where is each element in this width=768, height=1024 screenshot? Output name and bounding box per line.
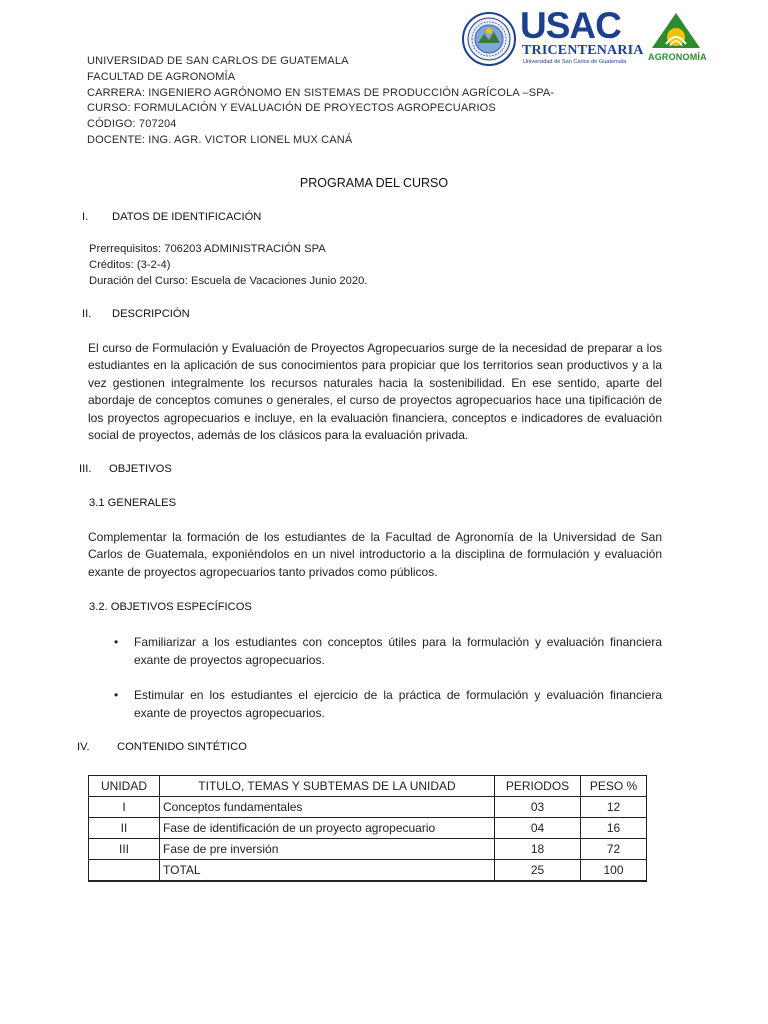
table-cell: 100 bbox=[581, 860, 647, 882]
table-cell: Conceptos fundamentales bbox=[160, 797, 495, 818]
page-title: PROGRAMA DEL CURSO bbox=[299, 176, 449, 190]
specific-objectives-heading: 3.2. OBJETIVOS ESPECÍFICOS bbox=[89, 601, 252, 613]
identification-details bbox=[89, 241, 367, 289]
agronomia-logo bbox=[648, 10, 707, 66]
table-row-total bbox=[89, 860, 647, 882]
table-cell: 04 bbox=[495, 818, 581, 839]
section-label: DESCRIPCIÓN bbox=[112, 308, 190, 320]
header-university: UNIVERSIDAD DE SAN CARLOS DE GUATEMALA bbox=[87, 55, 349, 67]
header-career: CARRERA: INGENIERO AGRÓNOMO EN SISTEMAS DE PRODUCCIÓN AGRÍCOLA –SPA- bbox=[87, 86, 555, 99]
table-cell: II bbox=[89, 818, 160, 839]
table-cell: 12 bbox=[581, 797, 647, 818]
section-number: I. bbox=[82, 211, 89, 223]
table-row bbox=[89, 839, 647, 860]
list-item-text: Familiarizar a los estudiantes con conceptos útiles para la formulación y evaluación financiera exante de proyectos agropecuarios. bbox=[134, 635, 662, 667]
table-cell: Fase de identificación de un proyecto agropecuario bbox=[160, 818, 495, 839]
header-teacher: DOCENTE: ING. AGR. VICTOR LIONEL MUX CANÁ bbox=[87, 133, 353, 146]
section-number: III. bbox=[79, 463, 92, 475]
section-label: CONTENIDO SINTÉTICO bbox=[117, 741, 247, 753]
table-header-cell: PERIODOS bbox=[495, 776, 581, 797]
agronomia-logo-word: AGRONOMÍA bbox=[648, 52, 707, 62]
table-cell: I bbox=[89, 797, 160, 818]
usac-logo-subtitle: Universidad de San Carlos de Guatemala bbox=[523, 59, 627, 65]
bullet-icon: • bbox=[114, 688, 119, 702]
table-cell: Fase de pre inversión bbox=[160, 839, 495, 860]
general-objectives-paragraph: Complementar la formación de los estudiantes de la Facultad de Agronomía de la Universidad de San Carlos de Guatemala, exponiéndolos en un nivel introductorio a la disciplina de formulación y evaluación exante de proyectos agropecuarios tanto privados como públicos. bbox=[88, 530, 662, 579]
usac-logo-word: USAC bbox=[520, 5, 621, 46]
general-objectives-heading: 3.1 GENERALES bbox=[89, 497, 177, 509]
section-number: IV. bbox=[77, 741, 90, 753]
bullet-icon: • bbox=[114, 635, 119, 649]
section-label: DATOS DE IDENTIFICACIÓN bbox=[112, 211, 262, 223]
table-cell: 18 bbox=[495, 839, 581, 860]
table-header-cell: UNIDAD bbox=[89, 776, 160, 797]
table-header-cell: TITULO, TEMAS Y SUBTEMAS DE LA UNIDAD bbox=[160, 776, 495, 797]
header-course: CURSO: FORMULACIÓN Y EVALUACIÓN DE PROYECTOS AGROPECUARIOS bbox=[87, 102, 496, 115]
table-cell: 16 bbox=[581, 818, 647, 839]
duration-line: Duración del Curso: Escuela de Vacaciones Junio 2020. bbox=[89, 275, 368, 287]
table-cell: 03 bbox=[495, 797, 581, 818]
table-row bbox=[89, 818, 647, 839]
list-item bbox=[114, 634, 662, 669]
list-item bbox=[114, 687, 662, 722]
table-row bbox=[89, 797, 647, 818]
table-header-row bbox=[89, 776, 647, 797]
list-item-text: Estimular en los estudiantes el ejercicio de la práctica de formulación y evaluación financiera exante de proyectos agropecuarios. bbox=[134, 688, 662, 720]
table-cell: III bbox=[89, 839, 160, 860]
header-faculty: FACULTAD DE AGRONOMÍA bbox=[87, 70, 236, 83]
contents-table bbox=[88, 775, 647, 882]
document-header bbox=[87, 54, 554, 149]
section-number: II. bbox=[82, 308, 92, 320]
header-code: CÓDIGO: 707204 bbox=[87, 118, 177, 131]
description-paragraph: El curso de Formulación y Evaluación de Proyectos Agropecuarios surge de la necesidad de preparar a los estudiantes en la aplicación de sus conocimientos para propiciar que los territorios sean productivos y a la vez gestionen integralmente los recursos naturales hacia la sostenibilidad. En ese sentido, aparte del abordaje de conceptos comunes o generales, el curso de proyectos agropecuarios hace una tipificación de los proyectos agropecuarios e incluye, en la evaluación financiera, conceptos e indicadores de evaluación social de proyectos, además de los clásicos para la evaluación privada. bbox=[88, 341, 662, 443]
table-cell: TOTAL bbox=[160, 860, 495, 882]
agronomia-emblem-icon bbox=[648, 10, 704, 54]
usac-logo-tricentenaria: TRICENTENARIA bbox=[522, 43, 644, 58]
table-cell: 72 bbox=[581, 839, 647, 860]
table-cell bbox=[89, 860, 160, 882]
credits-line: Créditos: (3-2-4) bbox=[89, 259, 171, 271]
table-header-cell: PESO % bbox=[581, 776, 647, 797]
section-label: OBJETIVOS bbox=[109, 463, 172, 475]
prerequisites-line: Prerrequisitos: 706203 ADMINISTRACIÓN SPA bbox=[89, 243, 326, 255]
table-cell: 25 bbox=[495, 860, 581, 882]
